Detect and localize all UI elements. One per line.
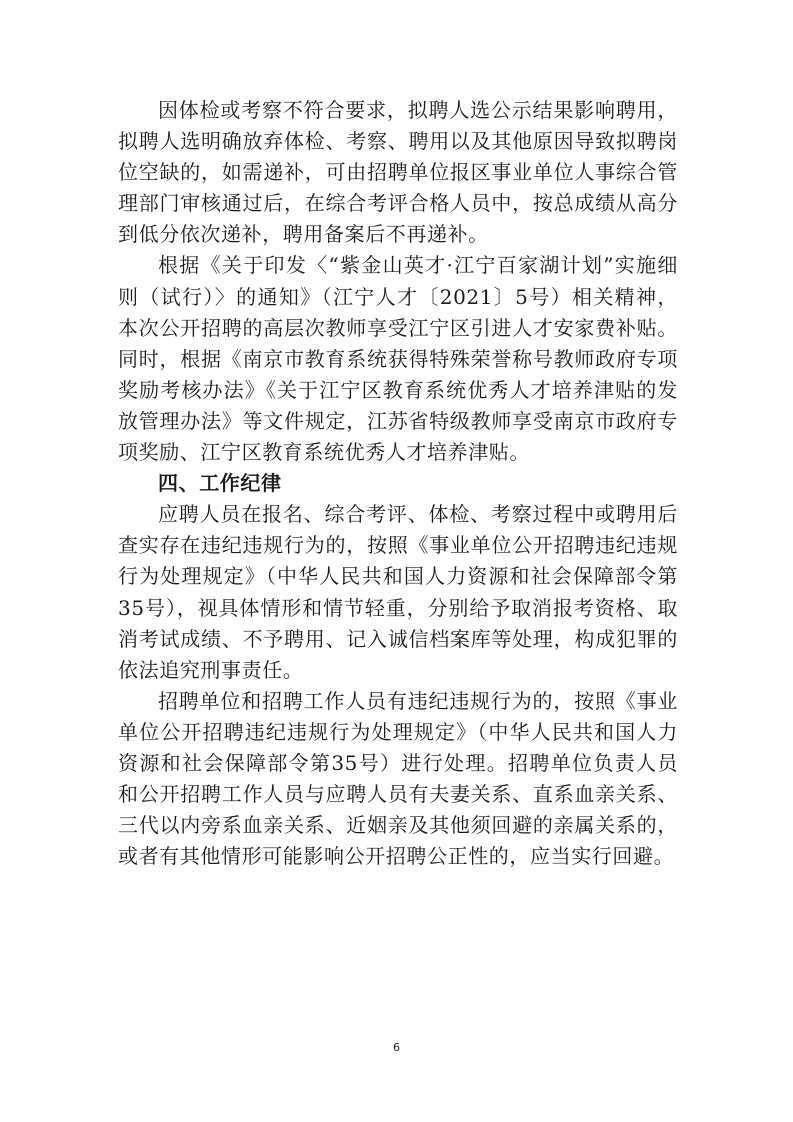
paragraph-talent-subsidy: 根据《关于印发〈“紫金山英才·江宁百家湖计划”实施细则（试行）〉的通知》（江宁人才〔2021〕5号）相关精神，本次公开招聘的高层次教师享受江宁区引进人才安家费补贴。同时，根据《南京市教育系统获得特殊荣誉称号教师政府专项奖励考核办法》《关于江宁区教育系统优秀人才培养津贴的发放管理办法》等文件规定，江苏省特级教师享受南京市政府专项奖励、江宁区教育系统优秀人才培养津贴。 [118,253,678,465]
paragraph-recruiter-violations: 招聘单位和招聘工作人员有违纪违规行为的，按照《事业单位公开招聘违纪违规行为处理规定》（中华人民共和国人力资源和社会保障部令第35号）进行处理。招聘单位负责人员和公开招聘工作人员与应聘人员有夫妻关系、直系血亲关系、三代以内旁系血亲关系、近姻亲及其他须回避的亲属关系的，或者有其他情形可能影响公开招聘公正性的，应当实行回避。 [118,688,678,869]
section-heading-work-discipline: 四、工作纪律 [158,471,282,496]
paragraph-vacancy-backfill: 因体检或考察不符合要求，拟聘人选公示结果影响聘用，拟聘人选明确放弃体检、考察、聘用以及其他原因导致拟聘岗位空缺的，如需递补，可由招聘单位报区事业单位人事综合管理部门审核通过后，在综合考评合格人员中，按总成绩从高分到低分依次递补，聘用备案后不再递补。 [118,98,678,247]
document-body [118,95,678,872]
paragraph-applicant-violations: 应聘人员在报名、综合考评、体检、考察过程中或聘用后查实存在违纪违规行为的，按照《事业单位公开招聘违纪违规行为处理规定》（中华人民共和国人力资源和社会保障部令第35号），视具体情形和情节轻重，分别给予取消报考资格、取消考试成绩、不予聘用、记入诚信档案库等处理，构成犯罪的依法追究刑事责任。 [118,502,678,682]
page-number: 6 [393,1041,400,1054]
